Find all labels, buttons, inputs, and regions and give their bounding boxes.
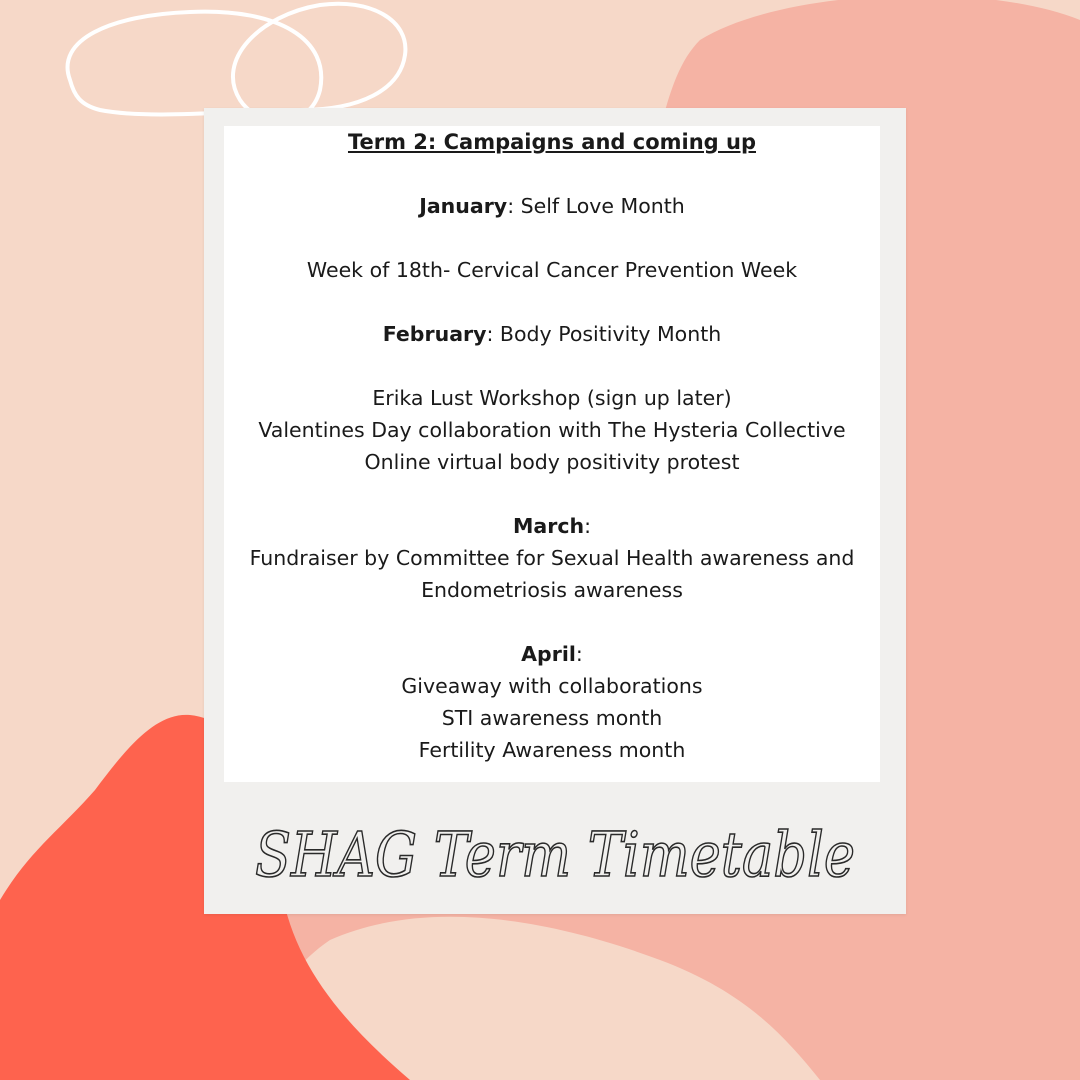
month-description: : xyxy=(575,642,583,666)
list-item: Giveaway with collaborations xyxy=(401,674,703,698)
list-item: Valentines Day collaboration with The Hysteria Collective xyxy=(258,418,846,442)
january-heading xyxy=(224,190,880,222)
list-item: Fundraiser by Committee for Sexual Health awareness and xyxy=(249,546,855,570)
list-item: Erika Lust Workshop (sign up later) xyxy=(372,386,732,410)
caption-area xyxy=(204,798,906,908)
month-label: February xyxy=(382,322,487,346)
list-item: Week of 18th- Cervical Cancer Prevention Week xyxy=(306,258,798,282)
list-item: Online virtual body positivity protest xyxy=(364,450,740,474)
month-label: March xyxy=(512,514,585,538)
card-title: Term 2: Campaigns and coming up xyxy=(347,130,756,154)
month-label: April xyxy=(521,642,576,666)
february-heading xyxy=(224,318,880,350)
list-item: STI awareness month xyxy=(441,706,663,730)
timetable-card xyxy=(224,126,880,782)
list-item: Fertility Awareness month xyxy=(418,738,686,762)
month-label: January xyxy=(419,194,508,218)
month-description: : xyxy=(584,514,591,538)
april-heading xyxy=(224,638,880,670)
handwritten-caption: SHAG Term Timetable xyxy=(255,818,855,891)
march-heading xyxy=(224,510,880,542)
month-description: : Body Positivity Month xyxy=(486,322,722,346)
polaroid-frame xyxy=(204,108,906,914)
month-description: : Self Love Month xyxy=(507,194,685,218)
list-item: Endometriosis awareness xyxy=(421,578,683,602)
